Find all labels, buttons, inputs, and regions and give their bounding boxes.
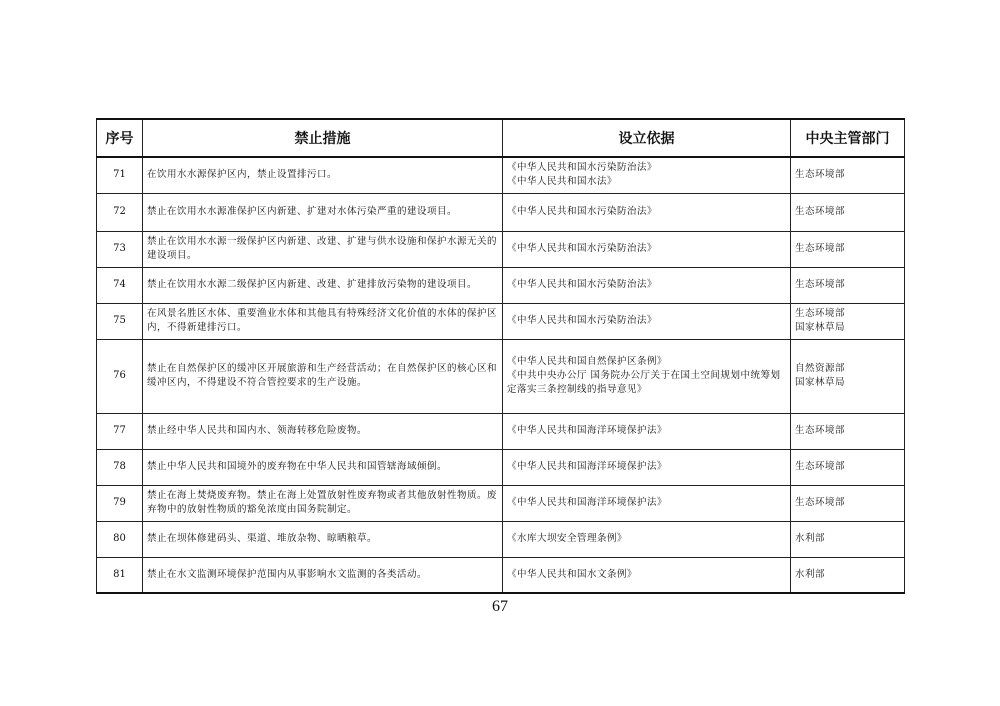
basis-line: 《中华人民共和国水污染防治法》 (507, 206, 658, 217)
department-line: 生态环境部 (795, 169, 846, 181)
row-department (791, 157, 905, 193)
department-line: 水利部 (795, 568, 826, 580)
basis-line: 《水库大坝安全管理条例》 (507, 533, 628, 544)
basis-line: 《中华人民共和国水污染防治法》 (507, 315, 658, 326)
row-basis (503, 557, 791, 593)
row-department (791, 557, 905, 593)
row-measure: 在饮用水水源保护区内，禁止设置排污口。 (143, 157, 503, 193)
table-row (97, 557, 905, 593)
row-department (791, 413, 905, 449)
row-number: 74 (97, 267, 143, 303)
row-department (791, 303, 905, 339)
page-number: 67 (492, 598, 508, 615)
row-department (791, 339, 905, 413)
basis-line: 《中华人民共和国水法》 (507, 176, 618, 188)
basis-line: 《中华人民共和国水污染防治法》 (507, 162, 658, 174)
table-body (97, 157, 905, 593)
basis-line: 《中华人民共和国海洋环境保护法》 (507, 425, 668, 436)
row-number: 81 (97, 557, 143, 593)
table-row (97, 231, 905, 267)
department-line: 生态环境部 (795, 461, 846, 472)
row-department (791, 449, 905, 485)
row-department (791, 485, 905, 521)
prohibition-table (96, 118, 905, 594)
row-basis (503, 339, 791, 413)
table-row (97, 303, 905, 339)
table-row (97, 157, 905, 193)
row-number: 78 (97, 449, 143, 485)
row-measure: 在风景名胜区水体、重要渔业水体和其他具有特殊经济文化价值的水体的保护区内，不得新建排污口。 (143, 303, 503, 339)
basis-line: 《中华人民共和国水污染防治法》 (507, 243, 658, 254)
row-basis (503, 303, 791, 339)
row-basis (503, 413, 791, 449)
department-line: 生态环境部 (795, 308, 846, 319)
basis-line: 《中华人民共和国自然保护区条例》 (507, 356, 668, 367)
row-department (791, 267, 905, 303)
header-number: 序号 (97, 119, 143, 157)
department-line: 生态环境部 (795, 279, 846, 290)
department-line: 生态环境部 (795, 497, 846, 508)
table-row (97, 339, 905, 413)
department-line: 国家林草局 (795, 377, 846, 388)
row-basis (503, 485, 791, 521)
department-line: 水利部 (795, 533, 826, 544)
row-measure: 禁止经中华人民共和国内水、领海转移危险废物。 (143, 413, 503, 449)
row-number: 76 (97, 339, 143, 413)
row-basis (503, 193, 791, 231)
row-basis (503, 157, 791, 193)
row-measure: 禁止中华人民共和国境外的废弃物在中华人民共和国管辖海域倾倒。 (143, 449, 503, 485)
table-row (97, 485, 905, 521)
basis-line: 《中共中央办公厅 国务院办公厅关于在国土空间规划中统筹划定落实三条控制线的指导意见》 (507, 370, 781, 395)
table-row (97, 449, 905, 485)
header-basis: 设立依据 (503, 119, 791, 157)
basis-line: 《中华人民共和国海洋环境保护法》 (507, 461, 668, 472)
row-number: 73 (97, 231, 143, 267)
header-measure: 禁止措施 (143, 119, 503, 157)
table-row (97, 413, 905, 449)
row-basis (503, 449, 791, 485)
row-measure: 禁止在坝体修建码头、渠道、堆放杂物、晾晒粮草。 (143, 521, 503, 557)
row-basis (503, 267, 791, 303)
row-measure: 禁止在饮用水水源二级保护区内新建、改建、扩建排放污染物的建设项目。 (143, 267, 503, 303)
row-measure: 禁止在饮用水水源准保护区内新建、扩建对水体污染严重的建设项目。 (143, 193, 503, 231)
department-line: 生态环境部 (795, 206, 846, 217)
row-number: 77 (97, 413, 143, 449)
basis-line: 《中华人民共和国海洋环境保护法》 (507, 497, 668, 508)
row-number: 75 (97, 303, 143, 339)
row-number: 80 (97, 521, 143, 557)
table-row (97, 193, 905, 231)
table-header-row (97, 119, 905, 157)
table-row (97, 267, 905, 303)
row-basis (503, 231, 791, 267)
row-number: 71 (97, 157, 143, 193)
row-measure: 禁止在自然保护区的缓冲区开展旅游和生产经营活动；在自然保护区的核心区和缓冲区内，不得建设不符合管控要求的生产设施。 (143, 339, 503, 413)
basis-line: 《中华人民共和国水污染防治法》 (507, 279, 658, 290)
header-department: 中央主管部门 (791, 119, 905, 157)
row-department (791, 231, 905, 267)
table-row (97, 521, 905, 557)
department-line: 自然资源部 (795, 363, 846, 374)
department-line: 生态环境部 (795, 425, 846, 436)
row-measure: 禁止在海上焚烧废弃物。禁止在海上处置放射性废弃物或者其他放射性物质。废弃物中的放射性物质的豁免浓度由国务院制定。 (143, 485, 503, 521)
department-line: 生态环境部 (795, 243, 846, 254)
row-number: 72 (97, 193, 143, 231)
row-department (791, 521, 905, 557)
row-number: 79 (97, 485, 143, 521)
row-measure: 禁止在饮用水水源一级保护区内新建、改建、扩建与供水设施和保护水源无关的建设项目。 (143, 231, 503, 267)
row-measure: 禁止在水文监测环境保护范围内从事影响水文监测的各类活动。 (143, 557, 503, 593)
department-line: 国家林草局 (795, 322, 846, 333)
row-department (791, 193, 905, 231)
row-basis (503, 521, 791, 557)
basis-line: 《中华人民共和国水文条例》 (507, 568, 638, 580)
